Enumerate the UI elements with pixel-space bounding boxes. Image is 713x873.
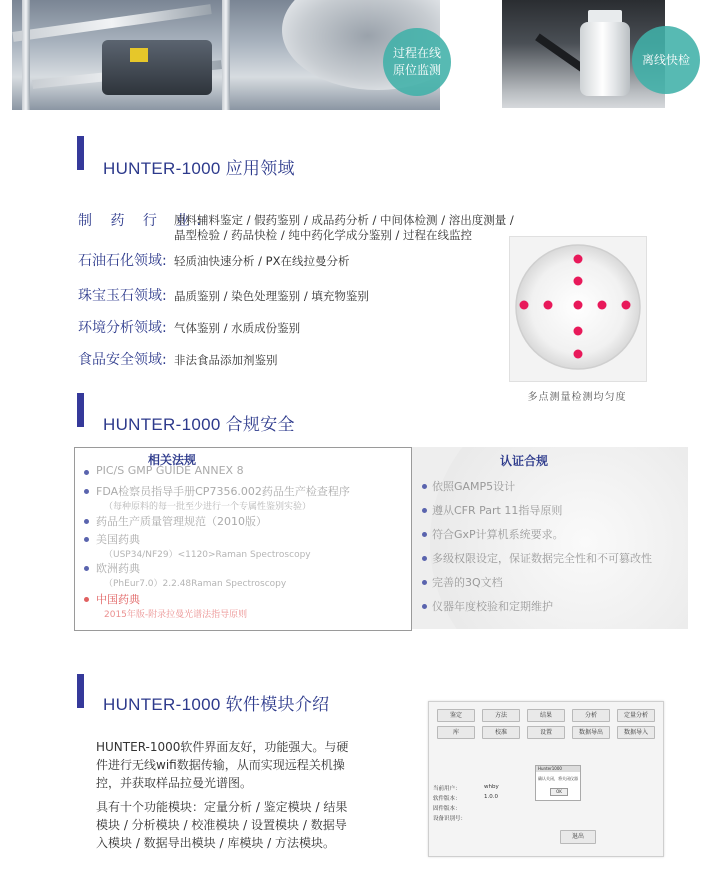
regulation-item: 美国药典 [96, 533, 140, 546]
confirm-dialog [535, 765, 581, 801]
app-text-environment: 气体鉴别 / 水质成份鉴别 [174, 321, 301, 335]
bullet [84, 597, 89, 602]
data-export-button[interactable]: 数据导出 [572, 726, 610, 739]
badge2-text: 离线快检 [641, 52, 690, 67]
dialog-ok-button[interactable]: OK [550, 788, 568, 796]
settings-button[interactable]: 设置 [527, 726, 565, 739]
certification-item: 符合GxP计算机系统要求。 [432, 528, 564, 541]
offline-test-badge [632, 26, 700, 94]
library-button[interactable]: 库 [437, 726, 475, 739]
section-title-applications: HUNTER-1000 应用领域 [103, 159, 295, 178]
certification-item: 遵从CFR Part 11指导原则 [432, 504, 563, 517]
petri-caption: 多点测量检测均匀度 [527, 392, 627, 403]
dialog-title: Hunter1000 [536, 766, 580, 772]
badge-line-1: 过程在线 [392, 46, 441, 60]
result-button[interactable]: 结果 [527, 709, 565, 722]
app-label-food: 食品安全领域: [78, 352, 167, 368]
certification-item: 多级权限设定，保证数据完全性和不可篡改性 [432, 552, 652, 565]
section-title-software: HUNTER-1000 软件模块介绍 [103, 695, 330, 714]
process-photo [12, 0, 440, 110]
software-modules: 具有十个功能模块：定量分析 / 鉴定模块 / 结果模块 / 分析模块 / 校准模块 / 设置模块 / 数据导入模块 / 数据导出模块 / 库模块 / 方法模块。 [96, 800, 348, 850]
bullet [422, 484, 427, 489]
app-label-petro: 石油石化领域: [78, 253, 167, 269]
regulation-note: 2015年版-附录拉曼光谱法指导原则 [104, 610, 248, 620]
app-label-jewelry: 珠宝玉石领域: [78, 288, 167, 304]
current-user-label: 当前用户： [433, 786, 461, 792]
regulation-item: 中国药典 [96, 593, 140, 606]
bullet [422, 556, 427, 561]
certification-item: 依照GAMP5设计 [432, 480, 516, 493]
bullet [84, 470, 89, 475]
app-text-food: 非法食品添加剂鉴别 [174, 353, 278, 367]
identify-button[interactable]: 鉴定 [437, 709, 475, 722]
badge-line-2: 原位监测 [392, 63, 441, 77]
regulation-item: 药品生产质量管理规范（2010版） [96, 515, 267, 528]
regulation-note: （PhEur7.0）2.2.48Raman Spectroscopy [104, 579, 287, 589]
data-import-button[interactable]: 数据导入 [617, 726, 655, 739]
quant-analysis-button[interactable]: 定量分析 [617, 709, 655, 722]
app-text-pharma-2: 晶型检验 / 药品快检 / 纯中药化学成分鉴别 / 过程在线监控 [174, 228, 473, 242]
software-version-label: 软件版本： [433, 796, 461, 802]
device-id-label: 设备识别号： [433, 816, 467, 822]
analysis-button[interactable]: 分析 [572, 709, 610, 722]
software-description: HUNTER-1000软件界面友好，功能强大。与硬件进行无线wifi数据传输，从而实现远程关机操控，并获取样品拉曼光谱图。 [96, 740, 349, 790]
regulation-item: 欧洲药典 [96, 562, 140, 575]
section-title-compliance: HUNTER-1000 合规安全 [103, 415, 295, 434]
bullet [84, 489, 89, 494]
dialog-message: 确认关闭，将关闭仪器 [538, 776, 578, 781]
regulation-note: （每种原料的每一批至少进行一个专属性鉴别实验） [104, 502, 312, 512]
exit-button[interactable]: 退出 [560, 830, 596, 844]
software-version-value: 1.0.0 [484, 794, 498, 800]
section-marker [77, 393, 84, 427]
certification-item: 仪器年度校验和定期维护 [432, 600, 553, 613]
app-text-petro: 轻质油快速分析 / PX在线拉曼分析 [174, 254, 350, 268]
petri-dish-image [509, 236, 647, 382]
calibration-button[interactable]: 校准 [482, 726, 520, 739]
current-user-value: whby [484, 784, 499, 790]
section-marker [77, 674, 84, 708]
regulation-item: FDA检察员指导手册CP7356.002药品生产检查程序 [96, 485, 350, 498]
bullet [422, 508, 427, 513]
app-label-environment: 环境分析领域: [78, 320, 167, 336]
bullet [84, 537, 89, 542]
certification-item: 完善的3Q文档 [432, 576, 503, 589]
firmware-version-label: 固件版本： [433, 806, 461, 812]
bullet [422, 604, 427, 609]
regulations-title: 相关法规 [148, 453, 197, 467]
regulation-item: PIC/S GMP GUIDE ANNEX 8 [96, 464, 244, 477]
app-label-pharma: 制 药 行 业: [78, 213, 209, 229]
certification-title: 认证合规 [500, 454, 549, 468]
bullet [84, 519, 89, 524]
bullet [422, 580, 427, 585]
method-button[interactable]: 方法 [482, 709, 520, 722]
section-marker [77, 136, 84, 170]
bullet [84, 566, 89, 571]
app-text-jewelry: 晶质鉴别 / 染色处理鉴别 / 填充物鉴别 [174, 289, 369, 303]
regulation-note: （USP34/NF29）<1120>Raman Spectroscopy [104, 550, 311, 560]
bullet [422, 532, 427, 537]
online-monitoring-badge [383, 28, 451, 96]
app-text-pharma-1: 原料辅料鉴定 / 假药鉴别 / 成品药分析 / 中间体检测 / 溶出度测量 / [174, 213, 514, 227]
